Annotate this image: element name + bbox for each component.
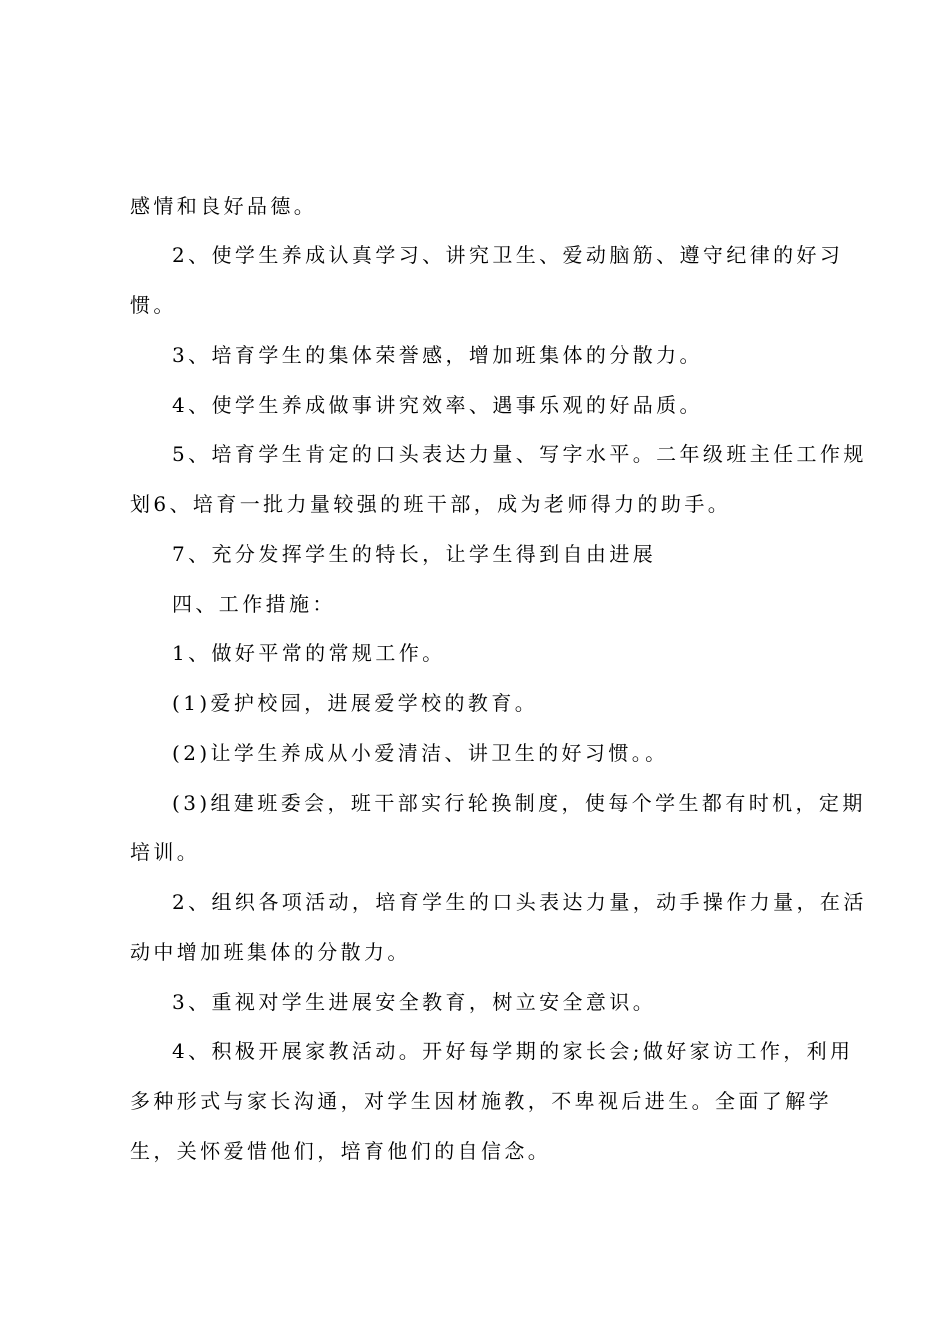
- text-line: 2、使学生养成认真学习、讲究卫生、爱动脑筋、遵守纪律的好习: [172, 243, 844, 267]
- section-heading: 四、工作措施：: [172, 592, 336, 616]
- text-line: 动中增加班集体的分散力。: [130, 940, 411, 964]
- text-line: 2、组织各项活动，培育学生的口头表达力量，动手操作力量，在活: [172, 890, 867, 914]
- text-line: (2)让学生养成从小爱清洁、讲卫生的好习惯。。: [172, 741, 669, 765]
- text-line: 划6、培育一批力量较强的班干部，成为老师得力的助手。: [130, 492, 732, 516]
- text-line: 感情和良好品德。: [130, 194, 318, 218]
- text-line: 3、培育学生的集体荣誉感，增加班集体的分散力。: [172, 343, 703, 367]
- text-line: 1、做好平常的常规工作。: [172, 641, 446, 665]
- text-line: (1)爱护校园，进展爱学校的教育。: [172, 691, 539, 715]
- text-line: 5、培育学生肯定的口头表达力量、写字水平。二年级班主任工作规: [172, 442, 867, 466]
- text-line: 4、积极开展家教活动。开好每学期的家长会;做好家访工作，利用: [172, 1039, 854, 1063]
- text-line: 4、使学生养成做事讲究效率、遇事乐观的好品质。: [172, 393, 703, 417]
- text-line: 多种形式与家长沟通，对学生因材施教，不卑视后进生。全面了解学: [130, 1089, 832, 1113]
- text-line: (3)组建班委会，班干部实行轮换制度，使每个学生都有时机，定期: [172, 791, 866, 815]
- text-line: 惯。: [130, 293, 177, 317]
- text-line: 培训。: [130, 840, 201, 864]
- text-line: 7、充分发挥学生的特长，让学生得到自由进展: [172, 542, 657, 566]
- text-line: 生，关怀爱惜他们，培育他们的自信念。: [130, 1139, 552, 1163]
- text-line: 3、重视对学生进展安全教育，树立安全意识。: [172, 990, 657, 1014]
